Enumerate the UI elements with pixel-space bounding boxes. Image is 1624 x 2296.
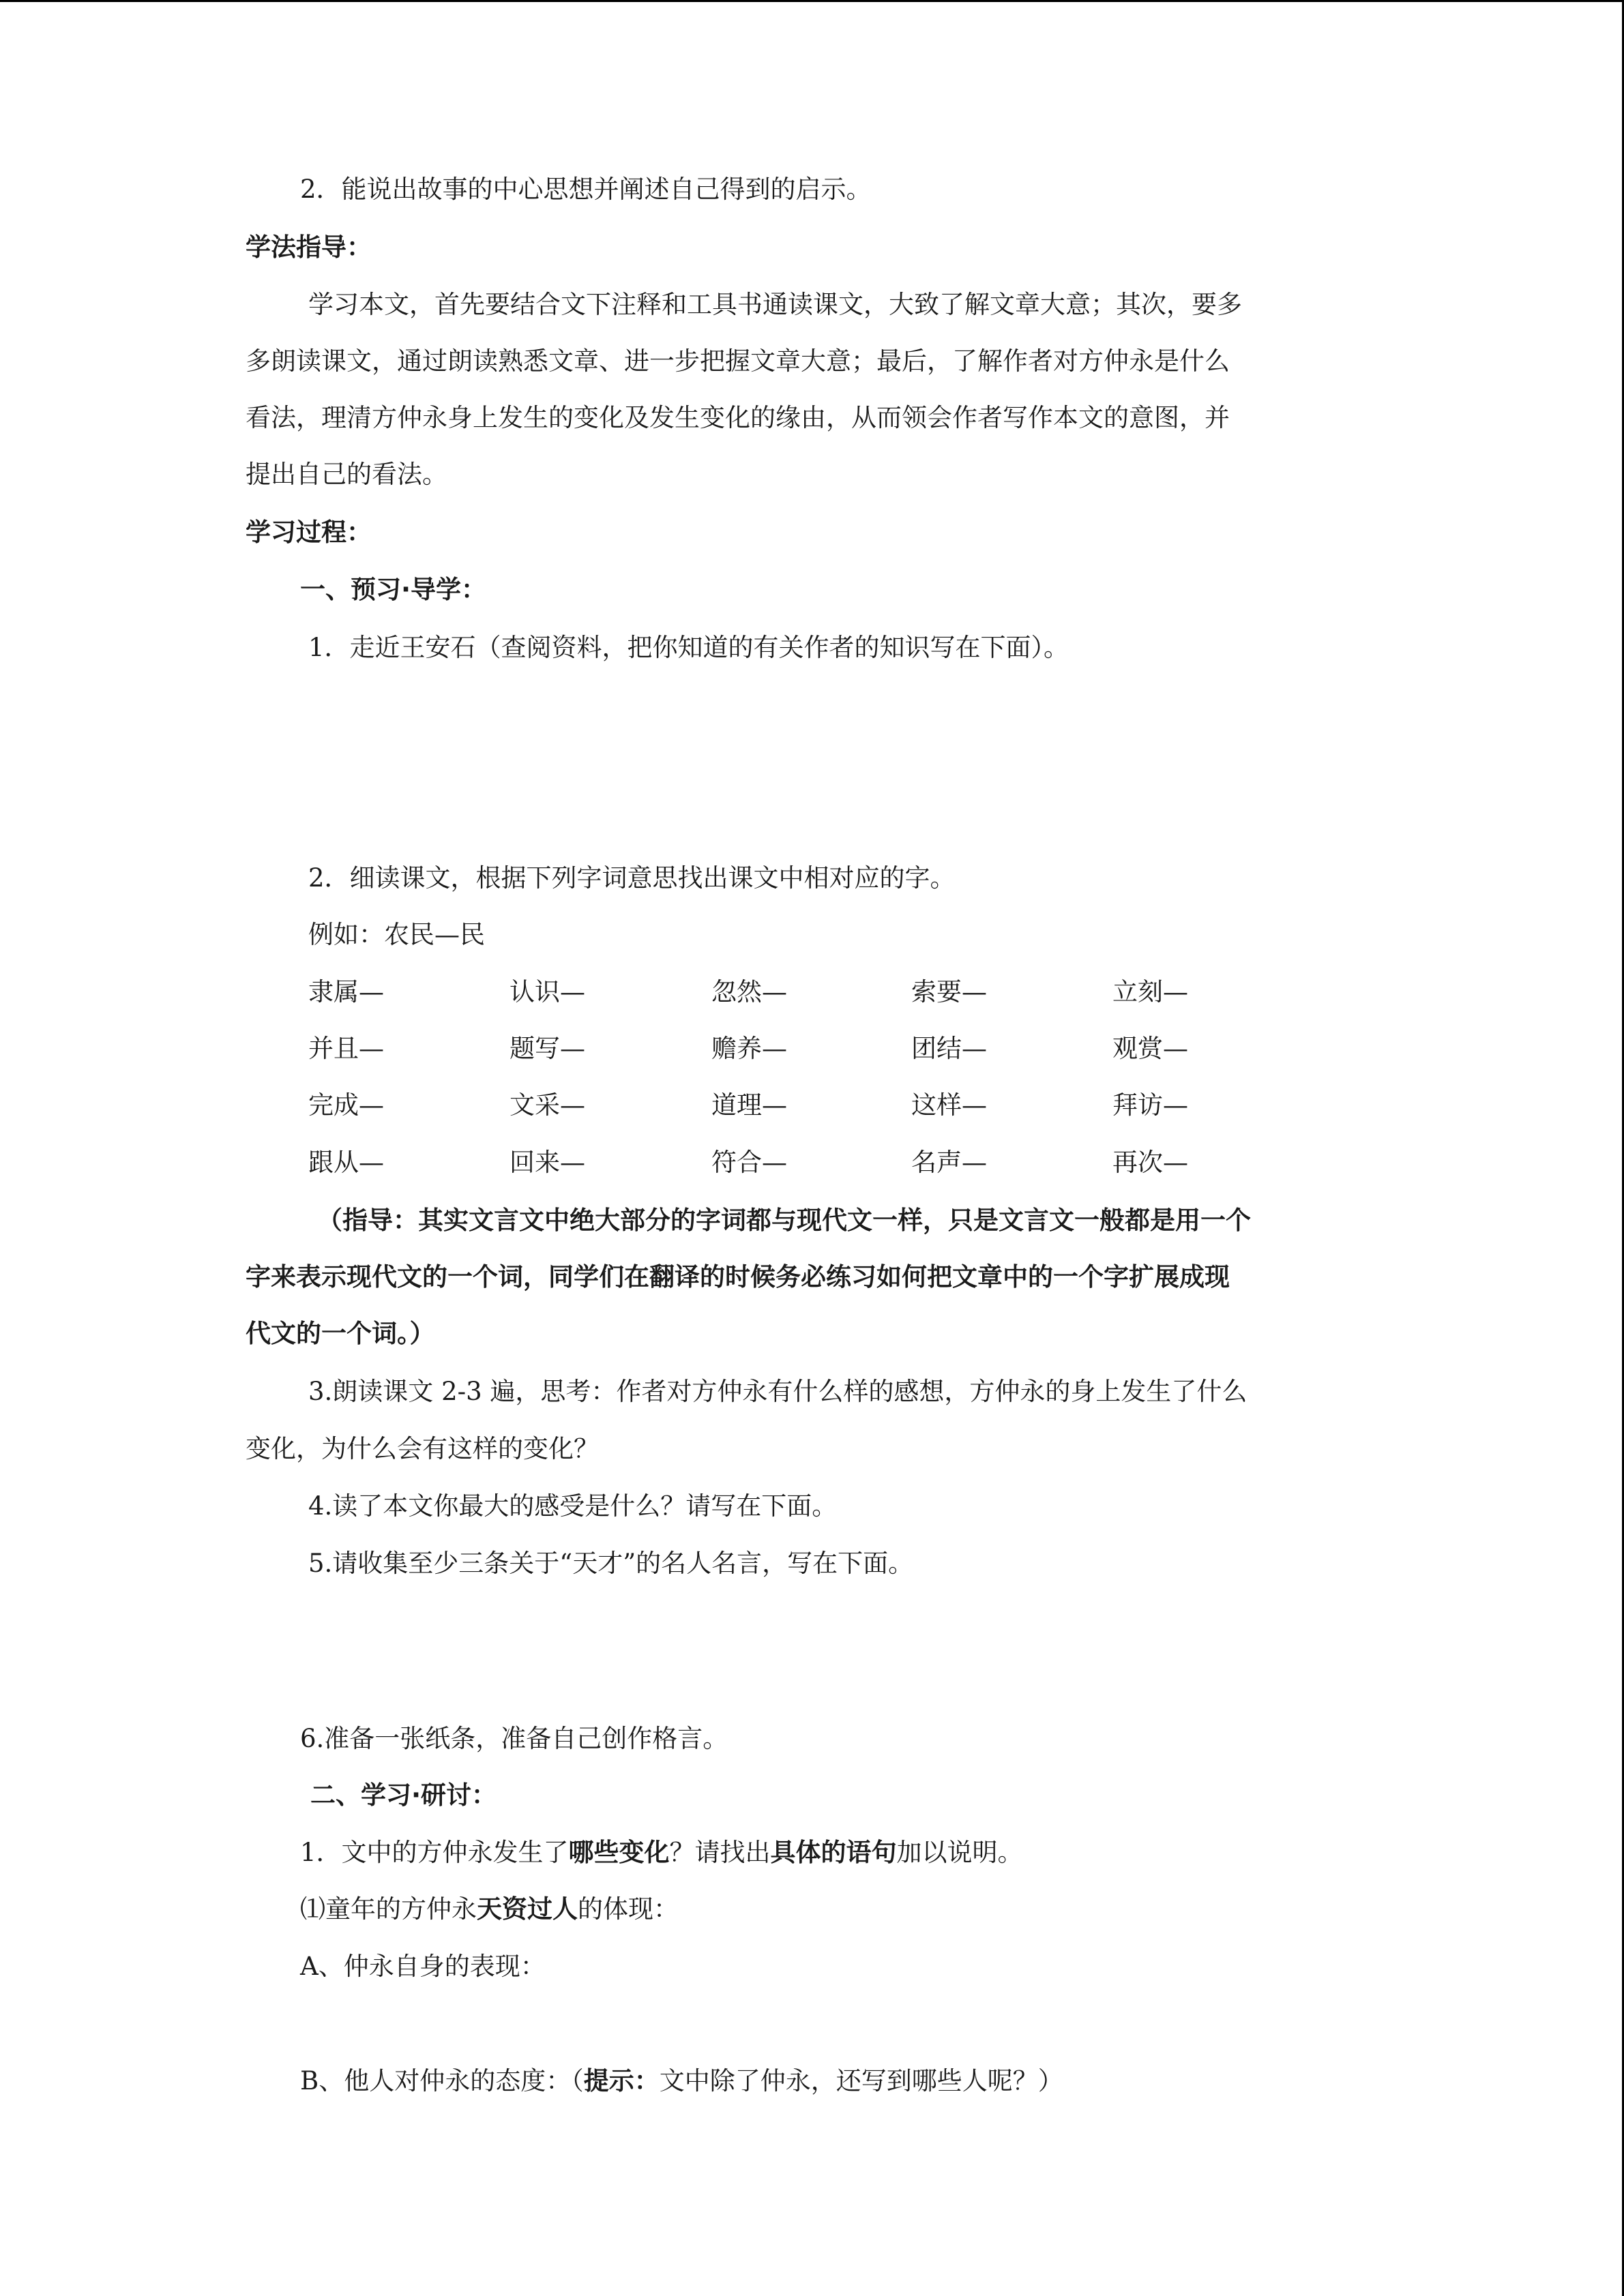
emphasis-sentences: 具体的语句 <box>770 1838 897 1867</box>
example-line: 例如：农民—民 <box>308 920 485 949</box>
text-segment: B、他人对仲永的态度：（ <box>300 2066 584 2096</box>
word-cell: 赡养— <box>711 1034 787 1063</box>
guide-line-2: 字来表示现代文的一个词，同学们在翻译的时候务必练习如何把文章中的一个字扩展成现 <box>246 1262 1230 1292</box>
word-cell: 题写— <box>510 1034 585 1063</box>
word-cell: 拜访— <box>1112 1090 1188 1120</box>
text-segment: 的体现： <box>578 1894 679 1924</box>
method-paragraph-line-2: 多朗读课文，通过朗读熟悉文章、进一步把握文章大意；最后，了解作者对方仲永是什么 <box>246 346 1230 376</box>
question-1: 1．走近王安石（查阅资料，把你知道的有关作者的知识写在下面）。 <box>308 633 1069 662</box>
question-4: 4.读了本文你最大的感受是什么？请写在下面。 <box>308 1491 838 1521</box>
word-cell: 忽然— <box>711 977 787 1007</box>
hint-label: 提示： <box>583 2066 660 2096</box>
word-cell: 文采— <box>510 1090 585 1120</box>
study-question-1 <box>300 1837 1023 1868</box>
text-segment: ⑴童年的方仲永 <box>300 1894 477 1924</box>
emphasis-talent: 天资过人 <box>477 1894 578 1924</box>
method-heading: 学法指导： <box>246 233 372 262</box>
text-segment: ？请找出 <box>669 1838 771 1867</box>
word-cell: 道理— <box>711 1090 787 1120</box>
method-paragraph-line-4: 提出自己的看法。 <box>246 460 447 489</box>
word-cell: 完成— <box>308 1090 384 1120</box>
section-1-heading: 一、预习·导学： <box>300 575 487 604</box>
section-2-heading: 二、学习·研讨： <box>310 1780 497 1810</box>
question-6: 6.准备一张纸条，准备自己创作格言。 <box>300 1724 728 1753</box>
method-paragraph-line-3: 看法，理清方仲永身上发生的变化及发生变化的缘由，从而领会作者写作本文的意图，并 <box>246 403 1230 432</box>
question-3-line-2: 变化，为什么会有这样的变化？ <box>246 1434 599 1463</box>
word-cell: 索要— <box>911 977 987 1007</box>
text-segment: 1．文中的方仲永发生了 <box>300 1838 569 1867</box>
guide-line-1: （指导：其实文言文中绝大部分的字词都与现代文一样，只是文言文一般都是用一个 <box>317 1206 1251 1235</box>
question-5: 5.请收集至少三条关于“天才”的名人名言，写在下面。 <box>308 1549 914 1578</box>
word-cell: 团结— <box>911 1034 987 1063</box>
word-cell: 观赏— <box>1112 1034 1188 1063</box>
page-border-top <box>0 0 1624 2</box>
word-cell: 并且— <box>308 1034 384 1063</box>
process-heading: 学习过程： <box>246 518 372 547</box>
word-cell: 隶属— <box>308 977 384 1007</box>
text-segment: 加以说明。 <box>896 1838 1023 1867</box>
study-subquestion-1 <box>300 1894 679 1925</box>
item-a: A、仲永自身的表现： <box>300 1952 546 1981</box>
emphasis-changes: 哪些变化 <box>568 1838 670 1867</box>
method-paragraph-line-1: 学习本文，首先要结合文下注释和工具书通读课文，大致了解文章大意；其次，要多 <box>308 290 1242 319</box>
question-3-line-1: 3.朗读课文 2-3 遍，思考：作者对方仲永有什么样的感想，方仲永的身上发生了什么 <box>308 1377 1247 1406</box>
word-cell: 回来— <box>510 1148 585 1177</box>
objective-2: 2．能说出故事的中心思想并阐述自己得到的启示。 <box>300 175 872 204</box>
text-segment: 文中除了仲永，还写到哪些人呢？） <box>659 2066 1063 2096</box>
word-cell: 认识— <box>510 977 585 1007</box>
item-b <box>300 2066 1063 2097</box>
word-cell: 这样— <box>911 1090 987 1120</box>
word-cell: 名声— <box>911 1148 987 1177</box>
word-cell: 立刻— <box>1112 977 1188 1007</box>
question-2: 2．细读课文，根据下列字词意思找出课文中相对应的字。 <box>308 863 956 893</box>
word-cell: 符合— <box>711 1148 787 1177</box>
word-cell: 再次— <box>1112 1148 1188 1177</box>
guide-line-3: 代文的一个词。） <box>246 1319 435 1348</box>
word-cell: 跟从— <box>308 1148 384 1177</box>
